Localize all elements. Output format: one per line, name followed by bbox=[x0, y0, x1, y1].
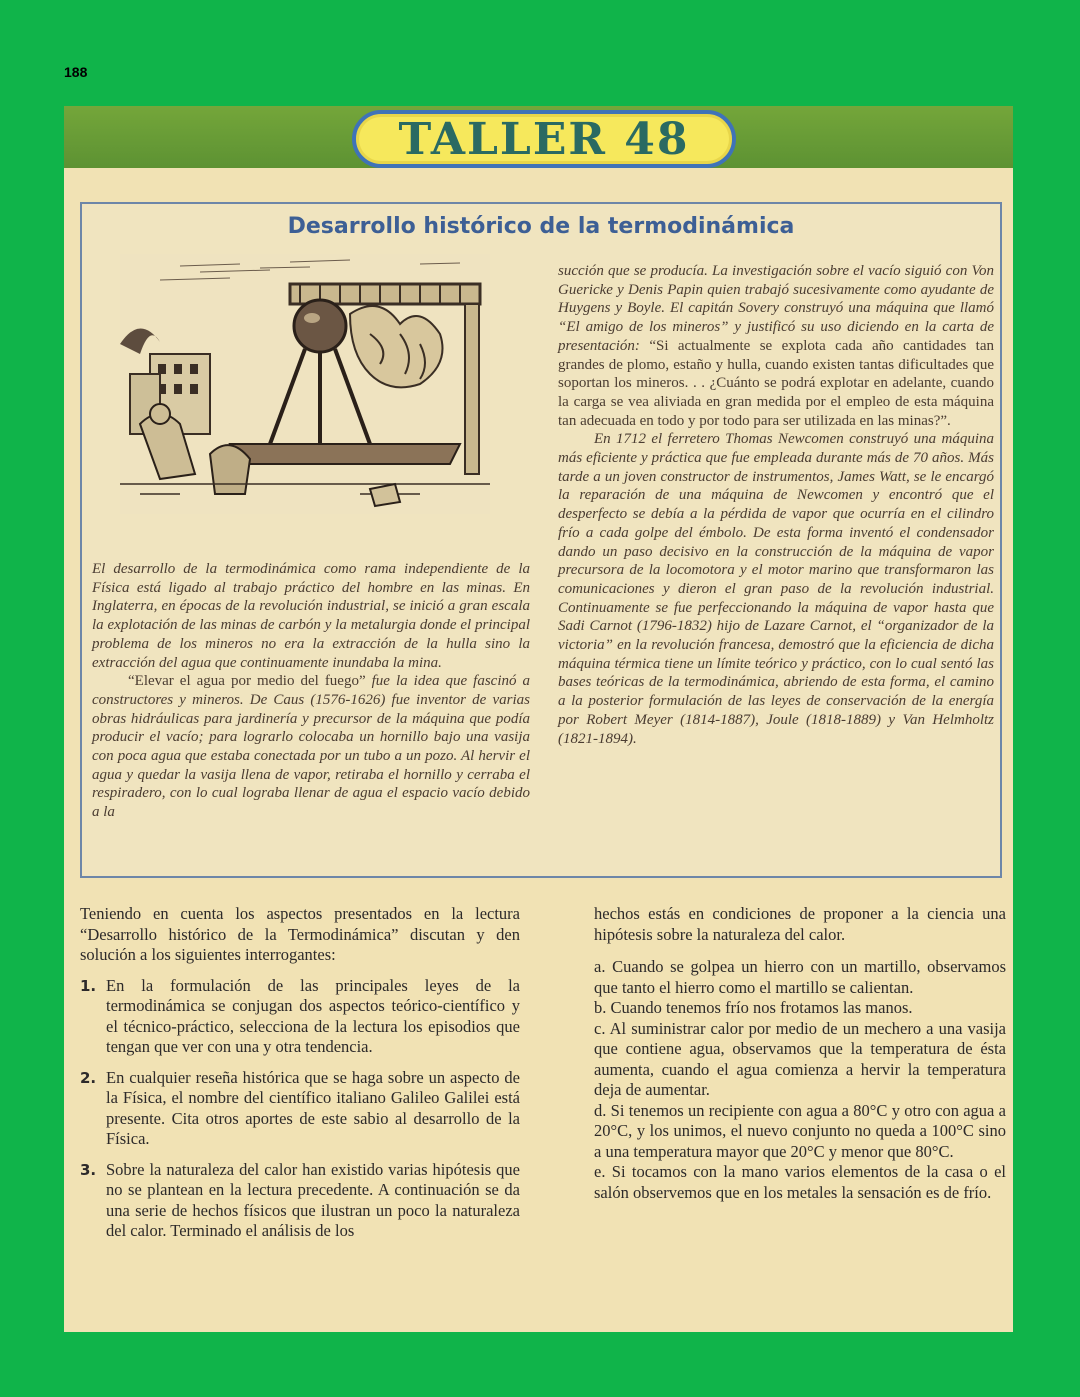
reading-title: Desarrollo histórico de la termodinámica bbox=[287, 214, 795, 239]
reading-text: fue la idea que fascinó a constructores y mineros. De Caus (1576-1626) fue inventor de varias obras hidráulicas para jardinería y precursor de la máquina que podía producir el vacío; para lograrlo colocaba un hornillo bajo una vasija con poca agua que estaba conectada por un tubo a un pozo. Al hervir el agua y quedar la vasija llena de vapor, retiraba el hornillo y cerraba el respiradero, con lo cual lograba llenar de agua el espacio vacío debido a la bbox=[92, 673, 530, 821]
workshop-title-badge bbox=[352, 110, 736, 168]
reading-box bbox=[80, 202, 1002, 878]
question-text: En cualquier reseña histórica que se haga sobre un aspecto de la Física, el nombre del científico italiano Galileo Galilei está presente. Cita otros aportes de este sabio al desarrollo de la Física. bbox=[106, 1067, 520, 1148]
question-number: 1. bbox=[80, 976, 97, 995]
question-text: En la formulación de las principales leyes de la termodinámica se conjugan dos aspectos teórico-científico y el técnico-práctico, selecciona de la lectura los episodios que tengan que ver con una y otra tendencia. bbox=[106, 975, 520, 1056]
fact-item: d. Si tenemos un recipiente con agua a 80°C y otro con agua a 20°C, y los unimos, el nuevo conjunto no queda a 100°C sino a una temperatura mayor que 20°C y menor que 80°C. bbox=[594, 1100, 1006, 1161]
fact-item: b. Cuando tenemos frío nos frotamos las manos. bbox=[594, 998, 913, 1017]
reading-text: succión que se producía. La investigación sobre el vacío siguió con Von Guericke y Denis Papin quien trabajó sucesivamente como ayudante de Huygens y Boyle. El capitán Sovery construyó una máquina que llamó “El amigo de los mineros” y justificó su uso diciendo en la carta de presentación: bbox=[558, 263, 994, 354]
workshop-title: TALLER 48 bbox=[398, 113, 690, 165]
quote-text: “Si actualmente se explota cada año cantidades tan grandes de plomo, estaño y hulla, cuando existen tantas dificultades que soportan los mineros. . . ¿Cuánto se podrá explotar en adelante, cuando la carga se vea aliviada en gran medida por el empleo de esta máquina tan adecuada en todo y por todo para ser utilizada en las minas?”. bbox=[558, 337, 995, 429]
mine-machine-illustration bbox=[120, 254, 490, 514]
question-text: Sobre la naturaleza del calor han existido varias hipótesis que no se plantean en la lectura precedente. A continuación se da una serie de hechos físicos que ilustran un poco la naturaleza del calor. Terminado el análisis de los bbox=[106, 1159, 520, 1240]
questions-left-column bbox=[80, 904, 520, 1242]
question-item bbox=[80, 976, 520, 1058]
question-number: 2. bbox=[80, 1068, 97, 1087]
questions-right-column bbox=[594, 904, 1006, 1203]
page-number: 188 bbox=[64, 64, 88, 80]
fact-item: c. Al suministrar calor por medio de un mechero a una vasija que contiene agua, observamos que la temperatura de ésta aumenta, cuando el agua comienza a hervir la temperatura deja de aumentar. bbox=[594, 1018, 1006, 1099]
question-continuation: hechos estás en condiciones de proponer a la ciencia una hipótesis sobre la naturaleza del calor. bbox=[594, 904, 1006, 944]
question-item bbox=[80, 1160, 520, 1242]
quote-text: “Elevar el agua por medio del fuego” bbox=[128, 673, 366, 690]
question-number: 3. bbox=[80, 1160, 97, 1179]
activity-intro: Teniendo en cuenta los aspectos presentados en la lectura “Desarrollo histórico de la Termodinámica” discutan y den solución a los siguientes interrogantes: bbox=[80, 904, 520, 964]
reading-paragraph: En 1712 el ferretero Thomas Newcomen construyó una máquina más eficiente y práctica que fue empleada durante más de 70 años. Más tarde a un joven constructor de instrumentos, James Watt, se le encargó la reparación de una máquina de Newcomen y encontró que el desperfecto se debía a la pérdida de vapor que ocurría en el cilindro frío a cada golpe del émbolo. De esta forma inventó el condensador dando un paso decisivo en la construcción de la máquina de vapor precursora de la locomotora y el motor marino que transformaron las comunicaciones y dieron el gran paso de la revolución industrial. Continuamente se fue perfeccionando la máquina de vapor hasta que Sadi Carnot (1796-1832) hijo de Lazare Carnot, el “organizador de la victoria” en la revolución francesa, demostró que la eficiencia de dicha máquina térmica tiene un límite teórico y práctico, con lo cual sentó las bases teóricas de la termodinámica, abriendo de esta forma, el camino a la posterior formulación de las leyes de conservación de la energía por Robert Meyer (1814-1887), Joule (1818-1889) y Van Helmholtz (1821-1894). bbox=[558, 431, 994, 747]
reading-paragraph bbox=[92, 672, 530, 822]
reading-paragraph bbox=[558, 262, 994, 430]
reading-right-column bbox=[558, 262, 994, 748]
worksheet bbox=[64, 106, 1013, 1332]
reading-paragraph: El desarrollo de la termodinámica como rama independiente de la Física está ligado al trabajo práctico del hombre en las minas. En Inglaterra, en épocas de la revolución industrial, se inició a gran escala la explotación de las minas de carbón y la metalurgia donde el principal problema de los mineros no era la extracción de la hulla sino la extracción del agua que continuamente inundaba la mina. bbox=[92, 561, 530, 671]
reading-left-column bbox=[92, 560, 530, 822]
fact-item: a. Cuando se golpea un hierro con un martillo, observamos que tanto el hierro como el martillo se calientan. bbox=[594, 957, 1006, 997]
fact-item: e. Si tocamos con la mano varios elementos de la casa o el salón observemos que en los metales la sensación es de frío. bbox=[594, 1162, 1006, 1202]
question-item bbox=[80, 1068, 520, 1150]
